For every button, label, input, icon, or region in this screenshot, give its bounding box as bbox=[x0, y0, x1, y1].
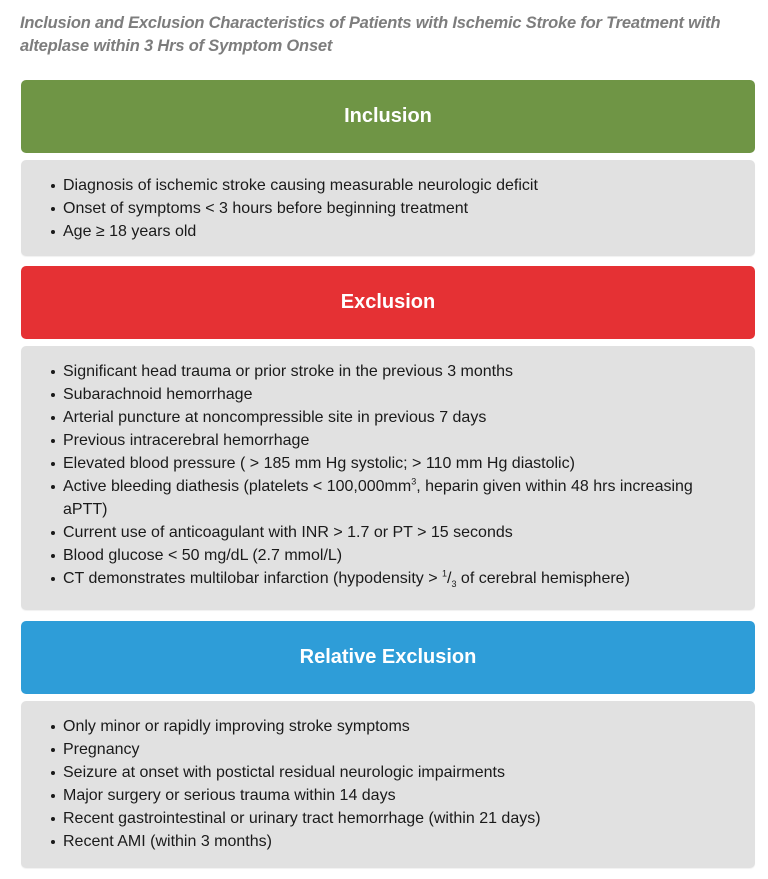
list-item: Significant head trauma or prior stroke in the previous 3 months bbox=[51, 360, 735, 383]
inclusion-panel bbox=[21, 160, 755, 256]
list-item: Only minor or rapidly improving stroke symptoms bbox=[51, 715, 735, 738]
exclusion-panel bbox=[21, 346, 755, 610]
inclusion-header-label: Inclusion bbox=[344, 105, 432, 127]
list-item: Major surgery or serious trauma within 14 days bbox=[51, 784, 735, 807]
list-item: Current use of anticoagulant with INR > 1.7 or PT > 15 seconds bbox=[51, 521, 735, 544]
list-item: Recent gastrointestinal or urinary tract hemorrhage (within 21 days) bbox=[51, 807, 735, 830]
list-item: Recent AMI (within 3 months) bbox=[51, 830, 735, 853]
list-item: Diagnosis of ischemic stroke causing measurable neurologic deficit bbox=[51, 174, 735, 197]
list-item: Onset of symptoms < 3 hours before beginning treatment bbox=[51, 197, 735, 220]
list-item: Age ≥ 18 years old bbox=[51, 220, 735, 243]
list-item: Arterial puncture at noncompressible site in previous 7 days bbox=[51, 406, 735, 429]
list-item: CT demonstrates multilobar infarction (hypodensity > $^1/_3$ of cerebral hemisphere) bbox=[51, 567, 735, 590]
list-item: Subarachnoid hemorrhage bbox=[51, 383, 735, 406]
list-item: Active bleeding diathesis (platelets < $100,000mm^3$, heparin given within 48 hrs increasing aPTT) bbox=[51, 475, 735, 521]
inclusion-list bbox=[51, 174, 735, 243]
relative-exclusion-panel bbox=[21, 701, 755, 868]
relative-exclusion-list bbox=[51, 715, 735, 853]
inclusion-header bbox=[21, 80, 755, 153]
list-item: Elevated blood pressure ( > 185 mm Hg systolic; > 110 mm Hg diastolic) bbox=[51, 452, 735, 475]
list-item: Seizure at onset with postictal residual neurologic impairments bbox=[51, 761, 735, 784]
list-item: Pregnancy bbox=[51, 738, 735, 761]
page-title: Inclusion and Exclusion Characteristics of Patients with Ischemic Stroke for Treatment with alteplase within 3 Hrs of Symptom Onset bbox=[20, 14, 721, 55]
list-item: Previous intracerebral hemorrhage bbox=[51, 429, 735, 452]
exclusion-header bbox=[21, 266, 755, 339]
exclusion-header-label: Exclusion bbox=[340, 291, 436, 313]
relative-exclusion-header-label: Relative Exclusion bbox=[299, 646, 477, 668]
relative-exclusion-header bbox=[21, 621, 755, 694]
exclusion-list bbox=[51, 360, 735, 590]
list-item: Blood glucose < 50 mg/dL (2.7 mmol/L) bbox=[51, 544, 735, 567]
